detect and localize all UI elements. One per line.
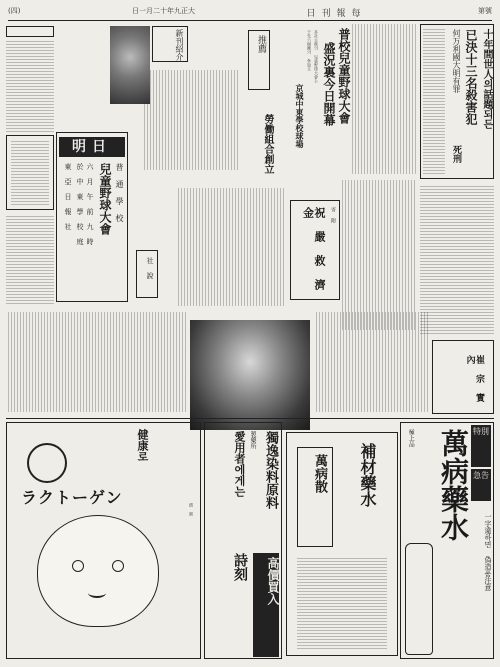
announcement-line1: 普 通 學 校 (115, 163, 124, 222)
labor-column (240, 24, 280, 194)
labor-headline: 勞働組合創立 (262, 114, 273, 174)
ad-dye-buy: 高價買入 (253, 553, 279, 657)
ad-lactogen-price: 價 圓 (189, 503, 194, 516)
ad-medicine-brand: 萬病藥水 (437, 429, 470, 541)
ad-medicine-bottle (405, 543, 433, 655)
portrait-image (190, 320, 310, 430)
recommend-box (248, 30, 270, 90)
headline-right-line1: 十年間世人의話題되든 (481, 29, 492, 129)
masthead-left: (四) (8, 7, 21, 15)
headline-right-box (420, 24, 494, 179)
ad-lactogen-title: 健康로 (136, 429, 149, 462)
left-column-text (6, 40, 54, 132)
ad-dye-sub: 愛用者에게는 (233, 431, 246, 497)
headline-right-line2: 已決十三名殺害犯 (464, 29, 478, 125)
headline-right-line3: 死刑 (451, 145, 461, 163)
new-book-label: 新刊紹介 (175, 29, 184, 61)
baseball-headline-line1: 普校兒童野球大會 (337, 28, 351, 124)
ad-medicine-tag2: 急告 (471, 469, 491, 501)
mid-article-text (144, 70, 238, 170)
headline-right-sub: 何万利國大明有罪 (452, 29, 461, 93)
relief-title: 祝 嚴 救 濟 金 (301, 207, 326, 290)
ad-baby-mouth (88, 588, 106, 598)
announcement-line4: 於 中 東 學 校 庭 (76, 163, 84, 245)
portrait-caption: 崔 宗 實 內 (464, 355, 484, 402)
ad-lactogen (6, 422, 201, 659)
baseball-headline-line2: 盛況裏今日開幕 (322, 42, 336, 126)
lower-left-text (8, 312, 186, 412)
left-lower-text (6, 214, 54, 304)
announcement-line3: 六 月 午 前 九 時 (86, 163, 94, 245)
center-article-text (178, 188, 286, 306)
masthead-center: 日刊報每 (306, 9, 367, 19)
ad-medicine-warn: 一字違하면 偽造품注意 (484, 513, 492, 591)
left-notice-text (11, 140, 49, 205)
right-body-text (420, 184, 494, 334)
right-mid-text (352, 24, 416, 174)
ad-dye-label: 製藥所 (249, 431, 256, 449)
ad-medicine (400, 422, 494, 659)
masthead-issue: 第號 (477, 7, 492, 15)
ad-lactogen-baby-face (37, 515, 159, 627)
portrait-caption-box (432, 340, 494, 414)
ad-dye (204, 422, 282, 659)
baseball-sub1: 本社主催의 兒童野球大會는 (314, 30, 319, 83)
right-center-text (342, 180, 416, 330)
ad-medicine-note: 極上品 (407, 429, 415, 447)
baseball-venue: 京城中東學校球場 (295, 84, 305, 148)
ads-top-rule (6, 418, 494, 419)
relief-box (290, 200, 340, 300)
header-rule (8, 20, 492, 21)
announcement-line2: 兒童野球大會 (98, 163, 112, 235)
masthead-date: 日一月二十年九正大 (131, 7, 195, 15)
baseball-headline-block (282, 24, 350, 194)
left-column-notice (6, 135, 54, 210)
ad-lactogen-emblem (27, 443, 67, 483)
recommend-label: 推薦 (256, 35, 266, 53)
ad-medicine-tag1: 特別 (471, 425, 491, 467)
ad-baby-right-eye (112, 560, 124, 572)
baseball-sub2: 于先六個團의 參加로 (307, 30, 312, 71)
ad-dye-tail: 詩刻 (232, 553, 248, 581)
ad-tonic-text (297, 557, 387, 649)
ad-tonic-sub-box (297, 447, 333, 547)
ad-tonic-title: 補材藥水 (358, 443, 377, 507)
announcement-host: 東 亞 日 報 社 (64, 163, 72, 230)
editorial-label: 社 說 (146, 257, 154, 279)
announcement-box (56, 132, 128, 302)
headline-right-body (423, 29, 445, 174)
ad-lactogen-brand: ラクトーゲン (21, 488, 123, 507)
new-book-box (152, 26, 188, 62)
lower-mid-text (316, 312, 428, 412)
left-header-box (6, 26, 54, 37)
ad-dye-title: 獨逸染料原料 (263, 431, 278, 509)
masthead (8, 6, 492, 19)
top-photo (110, 26, 150, 104)
relief-label: 寄 附 (330, 207, 336, 223)
announcement-mark: 明日 (59, 137, 125, 157)
editorial-box (136, 250, 158, 298)
ad-baby-left-eye (72, 560, 84, 572)
ad-tonic-sub: 萬病散 (312, 454, 327, 493)
ad-tonic (286, 432, 398, 656)
